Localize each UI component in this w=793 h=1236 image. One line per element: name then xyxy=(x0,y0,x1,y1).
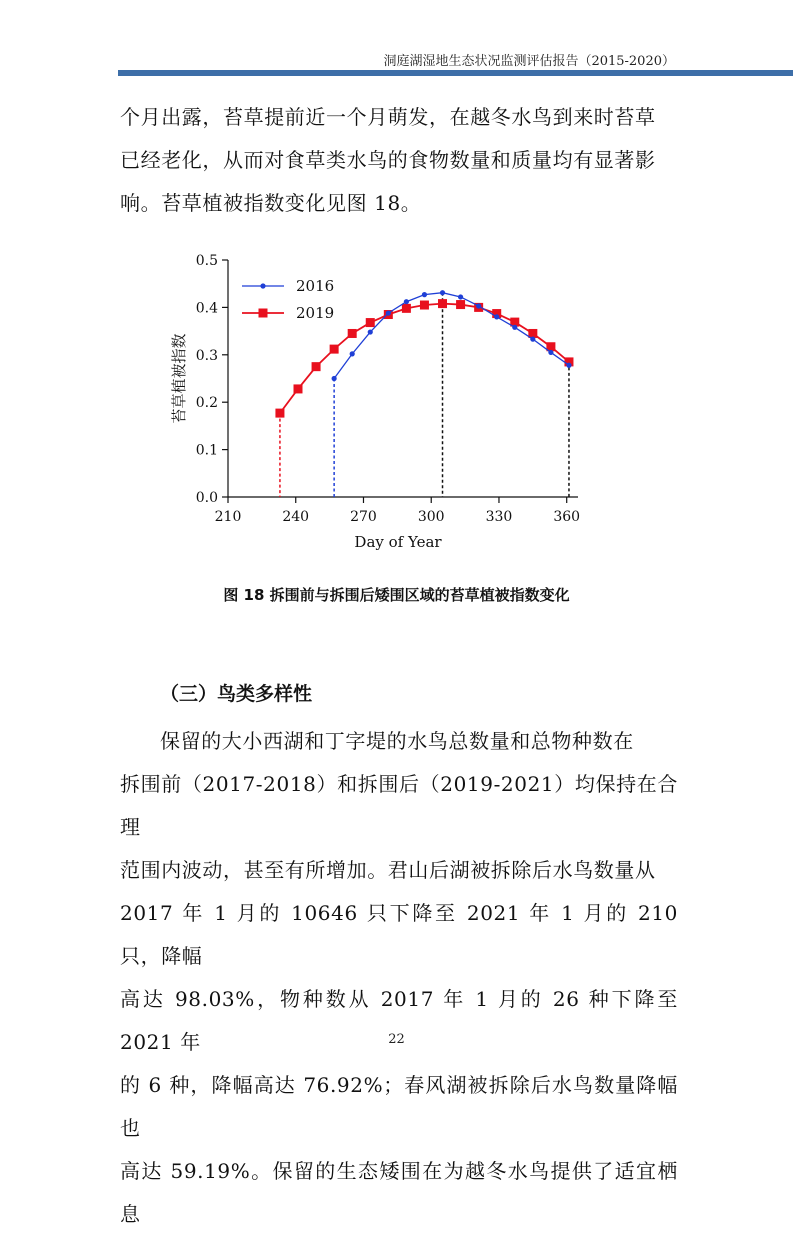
legend-marker xyxy=(260,283,265,288)
data-point-2016 xyxy=(458,294,463,299)
paragraph-line: 响。苔草植被指数变化见图 18。 xyxy=(120,191,422,215)
data-point-2019 xyxy=(456,300,465,309)
data-point-2019 xyxy=(438,299,447,308)
y-tick-label: 0.5 xyxy=(195,253,218,269)
y-tick-label: 0.1 xyxy=(195,442,218,459)
paragraph-line: 个月出露，苔草提前近一个月萌发，在越冬水鸟到来时苔草 xyxy=(120,105,656,129)
x-tick-label: 360 xyxy=(553,509,581,525)
y-tick-label: 0.0 xyxy=(195,490,218,506)
paragraph-2 xyxy=(120,720,678,1236)
data-point-2016 xyxy=(422,292,427,297)
y-tick-label: 0.3 xyxy=(195,347,218,364)
paragraph-line: 范围内波动，甚至有所增加。君山后湖被拆除后水鸟数量从 xyxy=(120,858,656,882)
data-point-2016 xyxy=(494,314,499,319)
section-heading: （三）鸟类多样性 xyxy=(160,683,313,705)
legend-label: 2016 xyxy=(296,277,335,295)
header-rule xyxy=(118,70,793,76)
x-tick-label: 330 xyxy=(485,509,513,525)
vegetation-index-chart xyxy=(160,250,610,570)
data-point-2019 xyxy=(402,304,411,313)
paragraph-1 xyxy=(120,96,678,225)
data-point-2019 xyxy=(275,409,284,418)
reference-lines xyxy=(280,293,569,497)
paragraph-line: 高达 59.19%。保留的生态矮围在为越冬水鸟提供了适宜栖息 xyxy=(120,1159,678,1226)
x-axis-label: Day of Year xyxy=(354,533,442,551)
paragraph-line: 保留的大小西湖和丁字堤的水鸟总数量和总物种数在 xyxy=(160,729,634,753)
data-point-2019 xyxy=(366,318,375,327)
data-point-2016 xyxy=(512,325,517,330)
legend xyxy=(242,277,334,322)
data-point-2016 xyxy=(530,337,535,342)
data-point-2019 xyxy=(348,329,357,338)
data-point-2016 xyxy=(404,299,409,304)
y-tick-label: 0.4 xyxy=(195,300,218,317)
data-point-2016 xyxy=(386,310,391,315)
data-point-2016 xyxy=(350,351,355,356)
data-point-2016 xyxy=(566,363,571,368)
data-point-2016 xyxy=(332,376,337,381)
data-point-2016 xyxy=(368,329,373,334)
running-header: 洞庭湖湿地生态状况监测评估报告（2015-2020） xyxy=(383,54,675,69)
paragraph-line: 的 6 种，降幅高达 76.92%；春风湖被拆除后水鸟数量降幅也 xyxy=(120,1073,678,1140)
data-point-2019 xyxy=(420,301,429,310)
paragraph-line: 高达 98.03%，物种数从 2017 年 1 月的 26 种下降至 2021 年 xyxy=(120,987,678,1054)
x-tick-label: 240 xyxy=(282,509,310,525)
data-point-2016 xyxy=(476,303,481,308)
figure-caption: 图 18 拆围前与拆围后矮围区域的苔草植被指数变化 xyxy=(223,586,570,604)
paragraph-line: 拆围前（2017-2018）和拆围后（2019-2021）均保持在合理 xyxy=(120,772,678,839)
y-axis-label: 苔草植被指数 xyxy=(170,333,188,424)
legend-marker xyxy=(259,309,268,318)
x-tick-label: 210 xyxy=(214,509,242,525)
y-tick-label: 0.2 xyxy=(195,395,218,412)
data-point-2019 xyxy=(294,384,303,393)
axes-group xyxy=(170,253,580,551)
data-point-2016 xyxy=(548,350,553,355)
data-point-2019 xyxy=(312,362,321,371)
x-tick-label: 270 xyxy=(350,509,377,525)
x-tick-label: 300 xyxy=(417,509,445,525)
paragraph-line: 已经老化，从而对食草类水鸟的食物数量和质量均有显著影 xyxy=(120,148,656,172)
data-point-2016 xyxy=(440,290,445,295)
page-number: 22 xyxy=(388,1032,405,1047)
data-point-2019 xyxy=(330,345,339,354)
paragraph-line: 2017 年 1 月的 10646 只下降至 2021 年 1 月的 210 只，降幅 xyxy=(120,901,678,968)
legend-label: 2019 xyxy=(296,304,335,322)
